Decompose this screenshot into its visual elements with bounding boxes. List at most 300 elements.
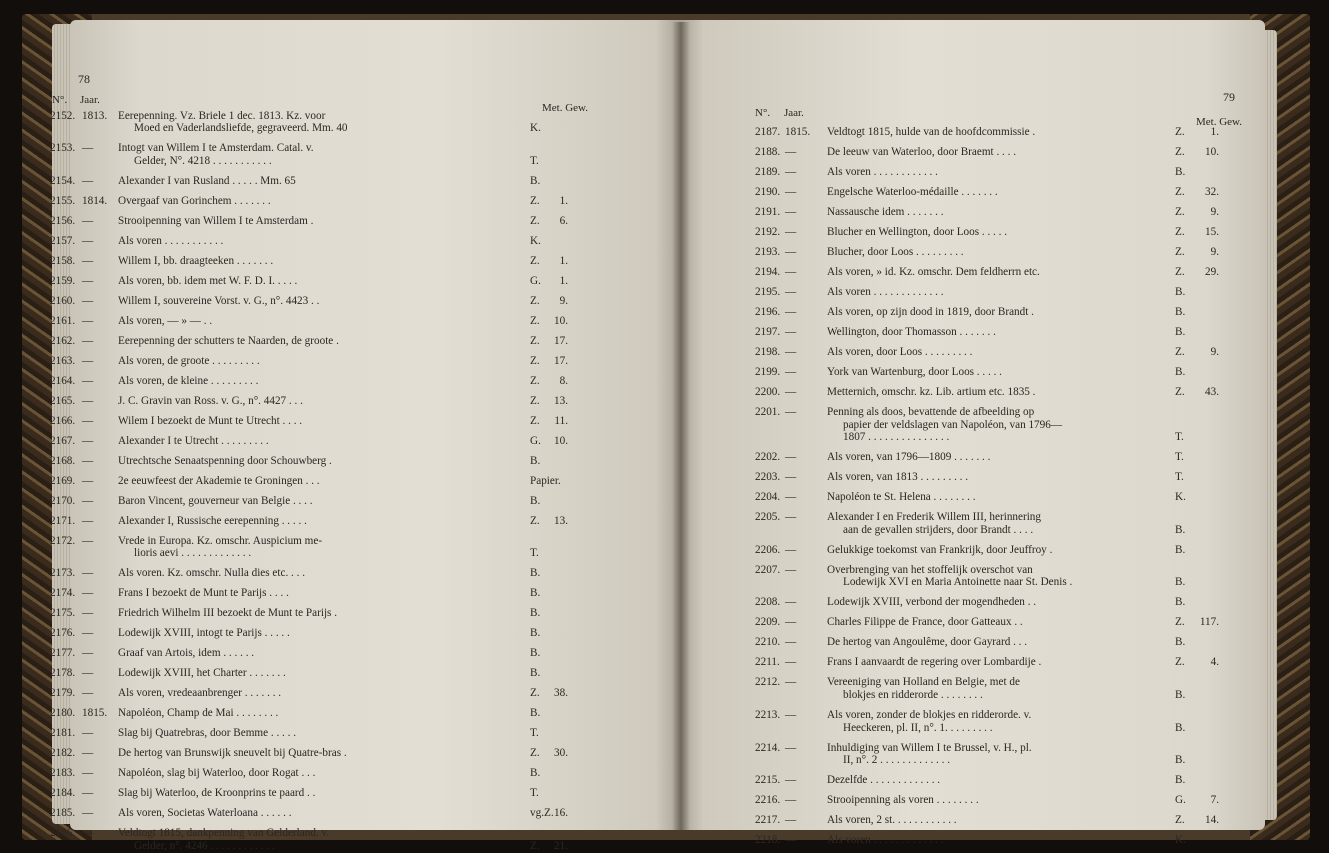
catalog-entry [50,707,590,719]
entry-metal: K. [530,234,541,247]
entry-metal: B. [1175,688,1186,701]
entry-weight: 43. [1205,386,1219,398]
entry-weight: 117. [1199,616,1219,629]
entry-year: — [785,491,797,504]
entry-number: 2180. [50,707,76,720]
entry-description: Als voren. Kz. omschr. Nulla dies etc. . . . [118,567,306,580]
entry-number: 2187. [755,126,781,138]
entry-metal: B. [1175,721,1186,734]
catalog-entry [50,495,590,507]
entry-metal: Z. [530,839,540,852]
entry-year: — [785,306,797,318]
entry-description: Willem I, bb. draagteeken . . . . . . . [118,254,274,267]
entry-year: — [82,807,94,820]
entry-year: 1814. [82,194,108,207]
entry-year: — [785,563,797,576]
entry-metal: Z. [1175,186,1185,198]
entry-metal: vg.Z. [530,807,554,820]
entry-description: Lodewijk XVIII, het Charter . . . . . . . [118,667,286,680]
entry-number: 2191. [755,206,781,218]
entry-number: 2205. [755,511,781,524]
entry-description: Als voren . . . . . . . . . . . . [827,166,938,178]
entry-weight: 14. [1205,814,1219,827]
entry-year: — [82,274,94,287]
entry-number: 2160. [50,294,76,307]
catalog-entry [50,787,590,799]
entry-number: 2171. [50,514,76,527]
entry-description: II, n°. 2 . . . . . . . . . . . . . [843,754,951,767]
entry-number: 2175. [50,607,76,620]
entry-description: Intogt van Willem I te Amsterdam. Catal. v. [118,142,314,155]
entry-metal: B. [1175,774,1186,787]
entry-metal: B. [530,454,541,467]
entry-description: Slag bij Quatrebras, door Bemme . . . . . [118,727,297,740]
entry-year: — [82,727,94,740]
entry-number: 2172. [50,534,76,547]
entry-number: 2189. [755,166,781,178]
entry-weight: 1. [559,254,568,267]
entry-description: Lodewijk XVI en Maria Antoinette naar St. Denis . [843,576,1073,589]
entry-year: — [82,234,94,247]
entry-metal: B. [1175,636,1186,649]
catalog-entry [50,475,590,487]
entry-number: 2217. [755,814,781,827]
entry-weight: 38. [554,687,568,700]
catalog-entry [50,142,590,167]
entry-year: — [785,266,797,278]
entry-description: Als voren, 2 st. . . . . . . . . . . . [827,814,957,827]
entry-number: 2176. [50,627,76,640]
entry-number: 2203. [755,471,781,484]
entry-year: — [82,667,94,680]
entry-weight: 1. [1210,126,1219,138]
entry-weight: 10. [554,434,568,447]
entry-number: 2177. [50,647,76,660]
catalog-entry [755,794,1245,807]
entry-metal: T. [1175,431,1184,444]
entry-number: 2162. [50,334,76,347]
entry-number: 2208. [755,596,781,609]
entry-description: Lodewijk XVIII, verbond der mogendheden . . [827,596,1037,609]
entry-weight: 1. [559,274,568,287]
catalog-entry [755,834,1245,847]
entry-description: J. C. Gravin van Ross. v. G., n°. 4427 . . . [118,394,303,407]
entry-year: — [785,366,797,378]
catalog-entry [50,827,590,852]
entry-metal: B. [530,627,541,640]
entry-description: Overbrenging van het stoffelijk overschot van [827,563,1033,576]
entry-weight: 29. [1205,266,1219,278]
catalog-entry [50,175,590,187]
entry-number: 2212. [755,676,781,689]
catalog-entry [755,206,1245,219]
entry-year: — [82,627,94,640]
entry-description: Als voren, vredeaanbrenger . . . . . . . [118,687,282,700]
catalog-entry [755,126,1245,139]
catalog-entry [50,355,590,367]
catalog-entry [755,636,1245,649]
entry-metal: B. [530,587,541,600]
entry-description: Als voren, de groote . . . . . . . . . [118,354,260,367]
entry-year: — [82,474,94,487]
entry-weight: 1. [559,194,568,207]
entry-weight: 21. [554,839,568,852]
entry-weight: 7. [1210,794,1219,807]
entry-year: — [82,747,94,760]
catalog-entry [755,226,1245,239]
entry-metal: T. [1175,471,1184,484]
entry-metal: B. [530,767,541,780]
catalog-entry [755,146,1245,159]
entry-description: Als voren, — » — . . [118,314,213,327]
catalog-entry [50,235,590,247]
book-gutter [672,22,690,830]
entry-number: 2158. [50,254,76,267]
entry-description: Napoléon, Champ de Mai . . . . . . . . [118,707,279,720]
entry-metal: B. [530,647,541,660]
catalog-entry [50,667,590,679]
entry-year: 1815. [82,707,108,720]
entry-metal: Z. [1175,656,1185,669]
entry-description: Als voren, door Loos . . . . . . . . . [827,346,973,358]
catalog-entry [50,455,590,467]
entry-year: — [785,636,797,649]
entry-year: — [785,146,797,158]
entry-year: — [785,166,797,178]
entry-year: — [82,394,94,407]
entry-weight: 16. [554,807,568,820]
entry-year: — [785,326,797,338]
entry-year: — [82,534,94,547]
entry-metal: Z. [1175,146,1185,158]
entry-metal: B. [1175,326,1186,338]
catalog-entry [50,395,590,407]
entry-description: Metternich, omschr. kz. Lib. artium etc. 1835 . [827,386,1036,398]
catalog-entry [755,186,1245,199]
catalog-entry [50,315,590,327]
entry-number: 2204. [755,491,781,504]
entry-description: Alexander I te Utrecht . . . . . . . . . [118,434,269,447]
entry-year: — [785,511,797,524]
entry-metal: B. [1175,306,1186,318]
entry-year: — [785,794,797,807]
entry-metal: Z. [1175,266,1185,278]
entry-metal: B. [530,494,541,507]
entry-year: — [785,596,797,609]
entry-year: — [82,414,94,427]
entry-metal: T. [530,787,539,800]
catalog-entry [755,326,1245,339]
entry-number: 2166. [50,414,76,427]
catalog-entry [755,451,1245,464]
entry-year: — [785,386,797,398]
entry-description: Als voren, van 1813 . . . . . . . . . [827,471,969,484]
catalog-entry [50,195,590,207]
entry-metal: Z. [530,394,540,407]
entry-number: 2210. [755,636,781,649]
entry-description: Moed en Vaderlandsliefde, gegraveerd. Mm. 40 [134,122,348,135]
entry-description: Willem I, souvereine Vorst. v. G., n°. 4423 . . [118,294,320,307]
entry-metal: Z. [530,414,540,427]
catalog-entry [50,647,590,659]
entry-description: Utrechtsche Senaatspenning door Schouwberg . [118,454,332,467]
entry-metal: B. [1175,754,1186,767]
entry-number: 2188. [755,146,781,158]
entry-description: Vrede in Europa. Kz. omschr. Auspicium me- [118,534,323,547]
entry-year: — [82,494,94,507]
entry-year: — [785,814,797,827]
entry-year: — [82,214,94,227]
entry-weight: 9. [1210,346,1219,358]
entry-description: Frans I aanvaardt de regering over Lombardije . [827,656,1042,669]
entry-metal: Z. [1175,814,1185,827]
catalog-entry [50,627,590,639]
entry-number: 2192. [755,226,781,238]
entry-metal: B. [1175,166,1186,178]
catalog-entry [755,491,1245,504]
entry-number: 2163. [50,354,76,367]
entry-year: 1813. [82,110,108,122]
entry-year: — [785,186,797,198]
catalog-entry [755,616,1245,629]
catalog-entry [50,375,590,387]
entry-description: York van Wartenburg, door Loos . . . . . [827,366,1002,378]
catalog-entry [755,471,1245,484]
catalog-entry [755,742,1245,767]
entry-description: Napoléon te St. Helena . . . . . . . . [827,491,976,504]
entry-year: — [785,676,797,689]
entry-year: — [82,787,94,800]
entry-year: — [82,354,94,367]
entry-metal: B. [530,707,541,720]
entry-year: — [82,254,94,267]
entry-number: 2155. [50,194,76,207]
entry-weight: 30. [554,747,568,760]
entry-number: 2169. [50,474,76,487]
entry-year: — [82,314,94,327]
entry-description: Engelsche Waterloo-médaille . . . . . . . [827,186,998,198]
entry-description: Gelder, N°. 4218 . . . . . . . . . . . [134,154,272,167]
entry-year: — [785,774,797,787]
header-no: N°. [755,107,771,119]
entry-metal: Z. [1175,206,1185,218]
entry-description: Als voren, van 1796—1809 . . . . . . . [827,451,991,464]
entry-number: 2153. [50,142,76,155]
entry-metal: B. [1175,523,1186,536]
entry-weight: 15. [1205,226,1219,238]
entry-year: — [82,767,94,780]
entry-description: Als voren, Societas Waterloana . . . . . . [118,807,292,820]
entry-metal: Z. [530,687,540,700]
entry-year: — [82,514,94,527]
entry-metal: K. [1175,491,1186,504]
entry-description: Napoléon, slag bij Waterloo, door Rogat . . . [118,767,316,780]
entry-description: Inhuldiging van Willem I te Brussel, v. H., pl. [827,741,1032,754]
catalog-entry [755,564,1245,589]
entry-description: Penning als doos, bevattende de afbeelding op [827,406,1035,418]
entry-metal: B. [1175,366,1186,378]
catalog-entry [50,415,590,427]
entry-description: Veldtogt 1815, hulde van de hoofdcommissie . [827,126,1036,138]
entry-description: Als voren, bb. idem met W. F. D. I. . . . . [118,274,298,287]
entry-number: 2184. [50,787,76,800]
entry-number: 2194. [755,266,781,278]
catalog-entry [50,535,590,560]
entry-metal: B. [1175,543,1186,556]
entry-description: Gelukkige toekomst van Frankrijk, door Jeuffroy . [827,543,1053,556]
entry-description: Als voren . . . . . . . . . . . . . [827,834,944,847]
entry-description: De hertog van Brunswijk sneuvelt bij Quatre-bras . [118,747,347,760]
entry-description: aan de gevallen strijders, door Brandt . . . . [843,523,1034,536]
catalog-entry [50,110,590,135]
entry-number: 2164. [50,374,76,387]
entry-description: 1807 . . . . . . . . . . . . . . . [843,431,950,444]
entry-year: 1815. [785,126,811,138]
entry-weight: 9. [1210,206,1219,218]
entry-weight: 8. [559,374,568,387]
entry-metal: G. [530,274,541,287]
entry-description: Dezelfde . . . . . . . . . . . . . [827,774,941,787]
entry-year: — [82,567,94,580]
entry-description: Graaf van Artois, idem . . . . . . [118,647,255,660]
entry-number: 2196. [755,306,781,318]
catalog-entry [50,747,590,759]
catalog-entry [50,295,590,307]
entry-number: 2152. [50,110,76,122]
catalog-entry [755,306,1245,319]
catalog-entry [755,266,1245,279]
entry-number: 2198. [755,346,781,358]
entry-metal: Z. [530,334,540,347]
catalog-entry [755,709,1245,734]
entry-year: — [82,374,94,387]
entry-year: — [82,647,94,660]
entry-description: Veldtogt 1815, dankpenning van Gelderland. v. [118,827,330,840]
entry-metal: Z. [1175,346,1185,358]
entry-number: 2195. [755,286,781,298]
catalog-entry [755,346,1245,359]
entry-metal: B. [1175,596,1186,609]
entry-description: blokjes en ridderorde . . . . . . . . [843,688,983,701]
right-page [680,20,1265,847]
entry-number: 2186. [50,827,76,840]
entry-number: 2173. [50,567,76,580]
entry-weight: 13. [554,514,568,527]
catalog-entry [50,567,590,579]
entry-number: 2181. [50,727,76,740]
entry-metal: Papier. [530,474,561,487]
entry-number: 2218. [755,834,781,847]
entry-number: 2201. [755,406,781,418]
entry-description: Friedrich Wilhelm III bezoekt de Munt te Parijs . [118,607,337,620]
entry-description: Charles Filippe de France, door Gatteaux . . [827,616,1023,629]
entry-description: Wellington, door Thomasson . . . . . . . [827,326,996,338]
entry-description: Strooipenning van Willem I te Amsterdam . [118,214,314,227]
entry-metal: Z. [530,294,540,307]
entry-year: — [82,607,94,620]
entry-description: Als voren, op zijn dood in 1819, door Brandt . [827,306,1034,318]
entry-metal: K. [530,122,541,135]
entry-description: lioris aevi . . . . . . . . . . . . . [134,547,252,560]
entry-weight: 17. [554,334,568,347]
entry-year: — [785,451,797,464]
entry-year: — [785,709,797,721]
entry-metal: Z. [530,254,540,267]
entry-metal: T. [530,154,539,167]
entry-number: 2174. [50,587,76,600]
entry-description: Als voren . . . . . . . . . . . . . [827,286,944,298]
entry-year: — [785,226,797,238]
header-year: Jaar. [80,94,100,106]
entry-metal: Z. [1175,246,1185,258]
entry-metal: K. [1175,834,1186,847]
entry-metal: Z. [530,214,540,227]
entry-metal: Z. [530,374,540,387]
entry-description: 2e eeuwfeest der Akademie te Groningen . . . [118,474,320,487]
entry-weight: 4. [1210,656,1219,669]
entry-year: — [82,454,94,467]
entry-metal: Z. [530,514,540,527]
entry-number: 2215. [755,774,781,787]
catalog-entry [50,607,590,619]
catalog-entry [755,246,1245,259]
catalog-entry [755,511,1245,536]
catalog-entry [50,727,590,739]
catalog-entry [755,286,1245,299]
entry-description: Eerepenning. Vz. Briele 1 dec. 1813. Kz. voor [118,110,326,122]
entry-weight: 32. [1205,186,1219,198]
entry-description: Strooipenning als voren . . . . . . . . [827,794,979,807]
entry-number: 2170. [50,494,76,507]
entry-description: papier der veldslagen van Napoléon, van 1796— [843,418,1063,431]
entry-number: 2167. [50,434,76,447]
entry-number: 2154. [50,174,76,187]
catalog-entry [50,255,590,267]
entry-description: Lodewijk XVIII, intogt te Parijs . . . . . [118,627,290,640]
entry-year: — [785,616,797,629]
entry-metal: Z. [530,354,540,367]
entry-weight: 10. [554,314,568,327]
entry-description: Heeckeren, pl. II, n°. 1. . . . . . . . . [843,721,993,734]
entry-number: 2157. [50,234,76,247]
header-no: N°. [52,94,68,106]
entry-weight: 10. [1205,146,1219,158]
entry-year: — [785,406,797,418]
entry-metal: Z. [1175,616,1185,629]
entry-description: Alexander I, Russische eerepenning . . . . . [118,514,307,527]
entry-description: Overgaaf van Gorinchem . . . . . . . [118,194,271,207]
entry-number: 2165. [50,394,76,407]
entry-year: — [82,687,94,700]
entry-metal: Z. [1175,386,1185,398]
entry-number: 2185. [50,807,76,820]
catalog-entry [755,386,1245,399]
entry-description: Frans I bezoekt de Munt te Parijs . . . . [118,587,289,600]
entry-weight: 17. [554,354,568,367]
entry-description: De leeuw van Waterloo, door Braemt . . . . [827,146,1017,158]
catalog-entry [755,406,1245,444]
entry-year: — [785,286,797,298]
entry-number: 2216. [755,794,781,807]
entry-year: — [82,587,94,600]
entry-description: Blucher, door Loos . . . . . . . . . [827,246,964,258]
entry-description: Slag bij Waterloo, de Kroonprins te paard . . [118,787,316,800]
entry-metal: Z. [530,314,540,327]
catalog-entry [50,687,590,699]
entry-year: — [82,827,94,840]
catalog-entry [50,215,590,227]
entry-number: 2161. [50,314,76,327]
